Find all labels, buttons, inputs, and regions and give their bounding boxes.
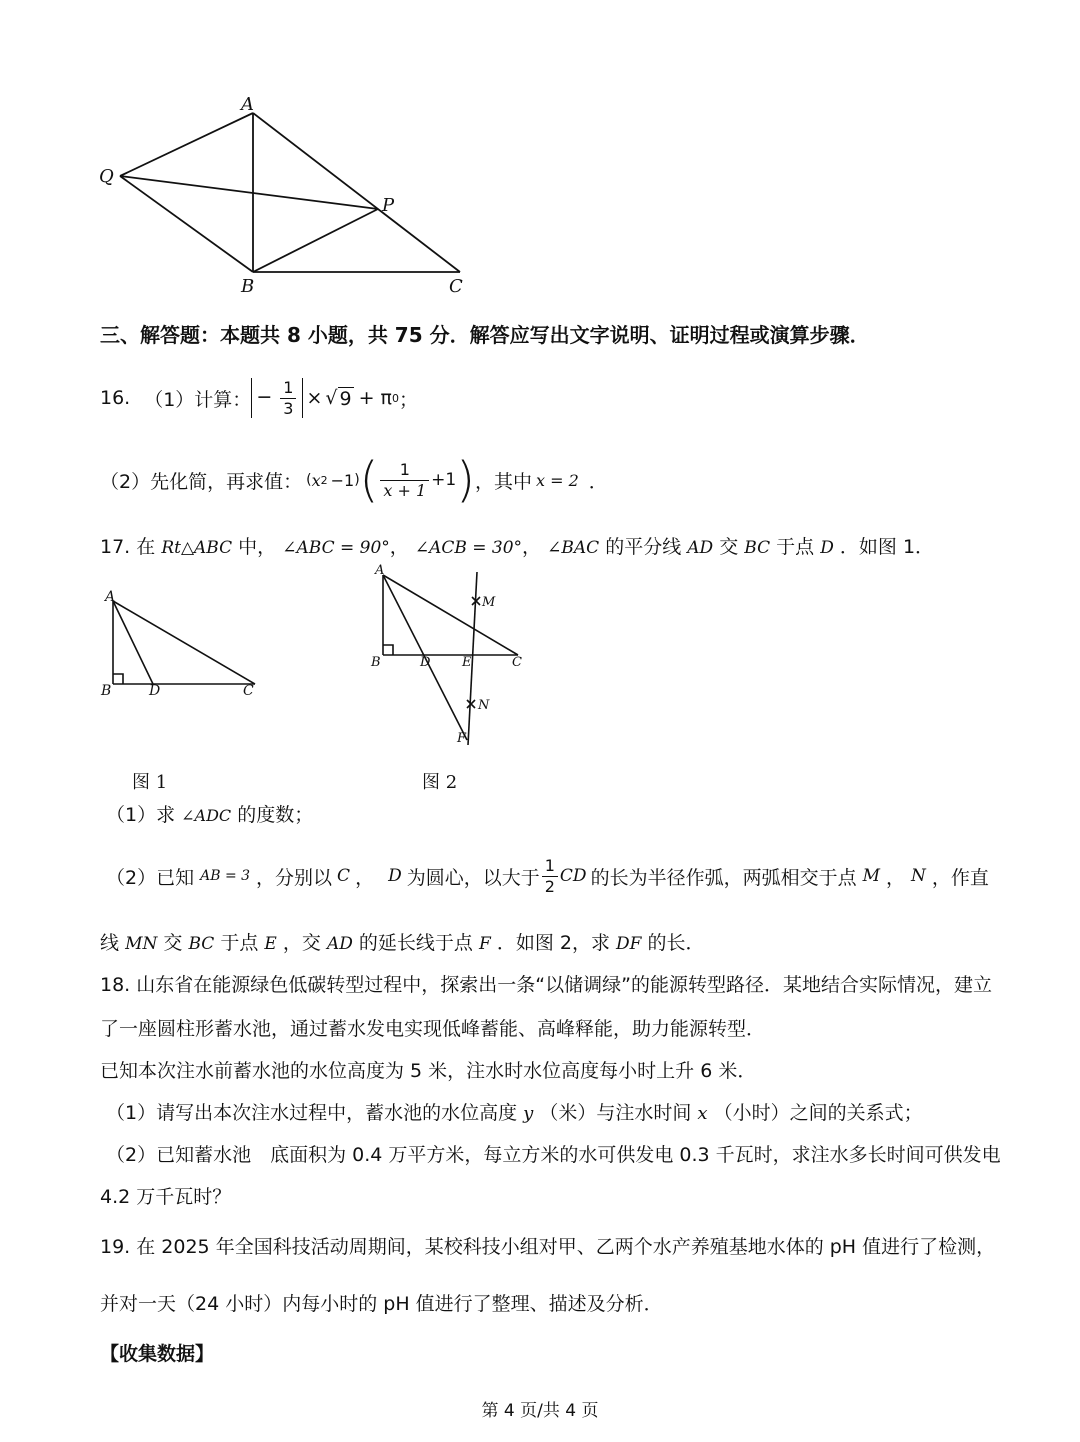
q17-text: 于点 (776, 536, 815, 558)
pi-exponent: 0 (392, 391, 399, 405)
angle-bac: ∠BAC (547, 538, 600, 558)
page-number: 第 4 页/共 4 页 (481, 1401, 599, 1421)
figure-quadrilateral (95, 90, 485, 305)
q17-part2-line2 (100, 928, 705, 955)
figure-1 (95, 585, 270, 700)
figure-2 (365, 560, 540, 750)
q17-part2-line1 (106, 850, 989, 902)
q17-text: ．如图 1． (839, 536, 935, 558)
q17-text: ， (886, 866, 906, 889)
q17-text: ， (522, 536, 542, 558)
q16-part1 (100, 370, 418, 426)
angle-acb: ∠ACB = 30° (414, 538, 523, 558)
q19-line1: 19. 在 2025 年全国科技活动周期间，某校科技小组对甲、乙两个水产养殖基地水体的 pH 值进行了检测， (100, 1236, 996, 1258)
q17-part1 (106, 800, 313, 827)
label-B: B (241, 276, 255, 297)
point-d: D (388, 866, 402, 886)
q17-text: 的延长线于点 (358, 932, 473, 954)
sqrt-symbol: √ (325, 387, 338, 409)
q17-text: 线 (100, 932, 120, 954)
q17-p1-label: （1）求 (106, 804, 176, 826)
segment-bc: BC (188, 934, 215, 954)
fig1-label-B: B (101, 683, 112, 699)
q17-text: 于点 (220, 932, 259, 954)
x-squared-exponent: 2 (320, 473, 328, 487)
fig2-label-C: C (512, 655, 522, 670)
segment-AC (253, 113, 460, 272)
q17-text: 交 (719, 536, 739, 558)
angle-adc: ∠ADC (181, 806, 232, 825)
q17-text: ，作直 (931, 866, 989, 889)
label-P: P (382, 195, 395, 216)
q18-part2-line2: 4.2 万千瓦时？ (100, 1186, 232, 1208)
segment-bc: BC (744, 538, 771, 558)
point-e: E (264, 934, 277, 954)
q16-number: 16. (100, 387, 131, 409)
q19-line2: 并对一天（24 小时）内每小时的 pH 值进行了整理、描述及分析． (100, 1293, 663, 1315)
fig2-label-N: N (478, 698, 490, 713)
ab-equals-3: AB = 3 (200, 868, 251, 884)
segment-df: DF (616, 934, 642, 954)
fig2-label-B: B (371, 655, 381, 670)
line-mn: MN (125, 934, 158, 954)
label-Q: Q (99, 166, 114, 187)
fraction-one-half (542, 856, 558, 895)
angle-abc: ∠ABC = 90° (282, 538, 390, 558)
point-c: C (337, 866, 351, 886)
where-text: ，其中 (474, 470, 532, 493)
fig1-label-D: D (149, 683, 161, 699)
q18-part1 (106, 1098, 923, 1125)
segment-ad: AD (326, 934, 353, 954)
absolute-value (251, 378, 303, 417)
q17-text: ，交 (282, 932, 321, 954)
fraction-one-third (280, 378, 296, 417)
q18-text: （小时）之间的关系式； (713, 1102, 923, 1124)
segment-cd: CD (559, 866, 587, 886)
plus-pi: + π (358, 387, 392, 409)
point-n: N (911, 866, 926, 886)
label-C: C (449, 276, 463, 297)
point-f: F (478, 934, 491, 954)
point-d: D (820, 538, 834, 558)
q17-triangle: Rt△ABC (161, 538, 233, 558)
q18-line1: 18. 山东省在能源绿色低碳转型过程中，探索出一条“以储调绿”的能源转型路径．某地结合实际情况，建立 (100, 974, 992, 996)
q19-collect-data: 【收集数据】 (100, 1343, 215, 1365)
q17-text: ， (389, 536, 409, 558)
q18-line2: 了一座圆柱形蓄水池，通过蓄水发电实现低峰蓄能、高峰释能，助力能源转型． (100, 1018, 766, 1040)
q18-text: （米）与注水时间 (539, 1102, 692, 1124)
q17-text: 的长为半径作弧，两弧相交于点 (590, 866, 857, 889)
q16-p2-end: ． (588, 470, 608, 493)
q17-text: 为圆心，以大于 (406, 866, 540, 889)
q18-part2-line1: （2）已知蓄水池 底面积为 0.4 万平方米，每立方米的水可供发电 0.3 千瓦时，求注水多长时间可供发电 (106, 1144, 1001, 1166)
q17-text: 的平分线 (605, 536, 682, 558)
point-m: M (862, 866, 880, 886)
fig1-label-C: C (243, 683, 254, 699)
fig1-label-A: A (105, 589, 116, 605)
q17-p1-end: 的度数； (237, 804, 314, 826)
fraction-denominator: 3 (283, 398, 294, 418)
q17-text: ．如图 2，求 (496, 932, 610, 954)
fraction-1-over-x-plus-1 (380, 460, 429, 499)
q16-part2: （2）先化简，再求值： ( x 2 −1 ) ( $\frac{1}{x + 1}$ +1 ) ，其中 x = 2 ． (100, 452, 608, 508)
minus-one: −1 (330, 470, 355, 490)
fig2-label-A: A (375, 563, 385, 578)
variable-x: x (697, 1103, 708, 1124)
minus-sign: − (256, 386, 273, 409)
q16-p2-label: （2）先化简，再求值： (100, 470, 303, 493)
q17-prefix: 17. 在 (100, 536, 156, 558)
q17-text: ， (355, 866, 375, 889)
q18-text: （1）请写出本次注水过程中，蓄水池的水位高度 (106, 1102, 518, 1124)
plus-one: +1 (431, 470, 457, 490)
fraction-denominator: x + 1 (383, 480, 427, 500)
fraction-numerator: 1 (280, 378, 296, 398)
fraction-numerator: 1 (542, 856, 558, 876)
q16-p1-end: ； (399, 388, 419, 411)
section-heading: 三、解答题：本题共 8 小题，共 75 分．解答应写出文字说明、证明过程或演算步骤． (100, 323, 870, 347)
q17-text: 中， (238, 536, 277, 558)
fig2-label-F: F (457, 731, 467, 746)
q17-stem (100, 532, 934, 559)
q18-line3: 已知本次注水前蓄水池的水位高度为 5 米，注水时水位高度每小时上升 6 米． (100, 1060, 757, 1082)
fig2-label-E: E (462, 655, 472, 670)
q16-p1-label: （1）计算： (144, 388, 252, 411)
figure-1-caption: 图 1 (132, 772, 168, 793)
figure-2-caption: 图 2 (422, 772, 458, 793)
times-sign: × (306, 387, 323, 409)
q17-text: 交 (163, 932, 183, 954)
label-A: A (241, 94, 254, 115)
fig2-label-D: D (420, 655, 431, 670)
x-squared: x (311, 470, 321, 490)
condition-x-equals-2: x = 2 (535, 470, 579, 490)
fraction-denominator: 2 (544, 876, 555, 896)
segment-BP (253, 209, 378, 272)
segment-ad: AD (687, 538, 714, 558)
fig2-label-M: M (482, 595, 496, 610)
q17-text: ，分别以 (256, 866, 333, 889)
sqrt-radicand: 9 (339, 387, 352, 410)
fraction-numerator: 1 (380, 460, 429, 480)
segment-AQ (120, 113, 253, 176)
q17-text: （2）已知 (106, 866, 195, 889)
q17-text: 的长． (647, 932, 705, 954)
variable-y: y (523, 1103, 534, 1124)
